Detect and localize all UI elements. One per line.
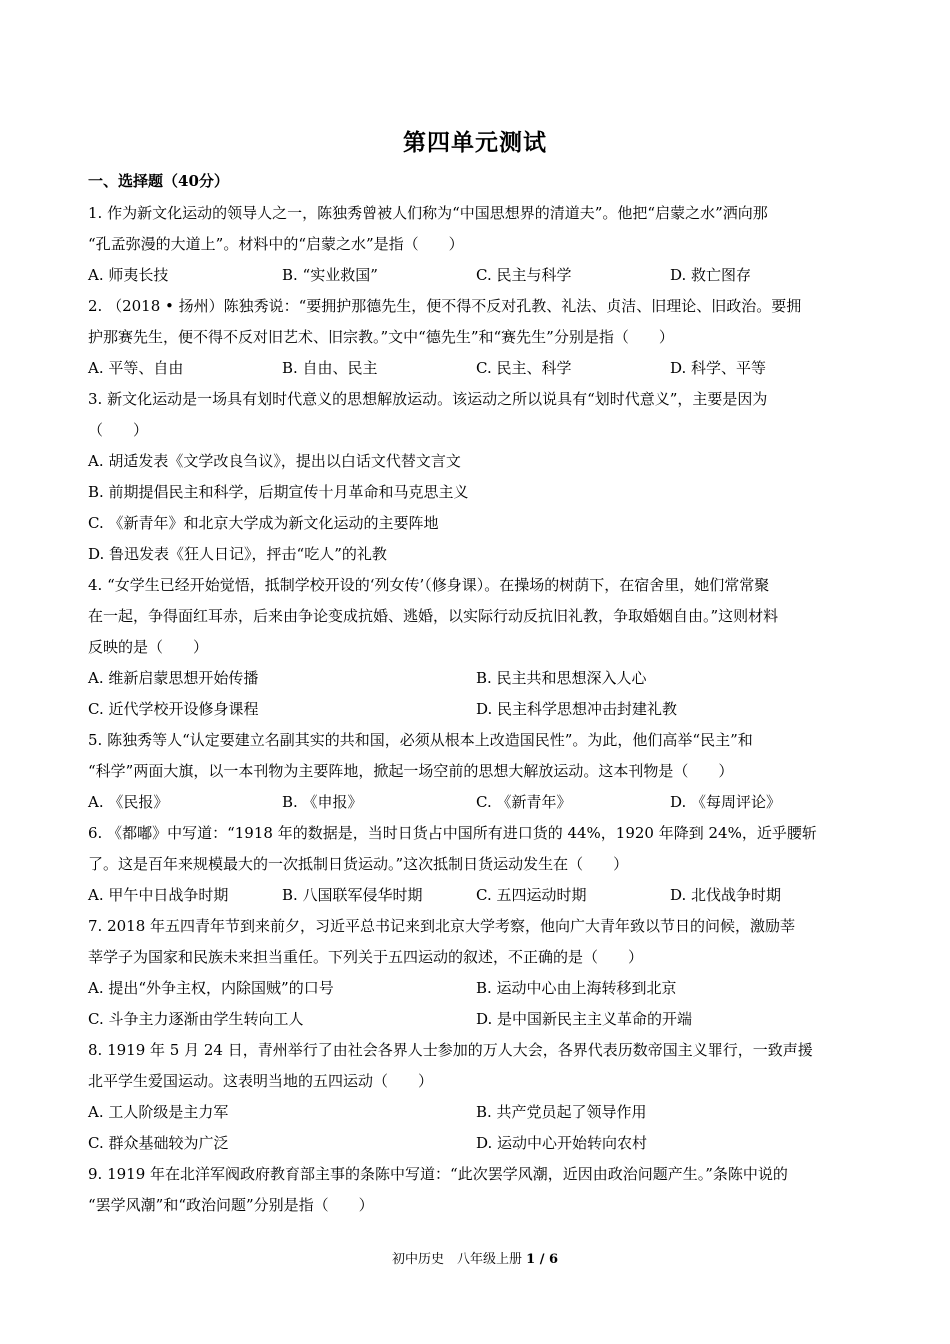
page-title: 第四单元测试 (403, 129, 547, 156)
option-c: C. 民主与科学 (476, 266, 572, 284)
option-a: A. 师夷长技 (88, 266, 169, 284)
section-heading: 一、选择题（40分） (88, 172, 229, 190)
question-text-line: 1. 作为新文化运动的领导人之一，陈独秀曾被人们称为“中国思想界的清道夫”。他把“启蒙之水”洒向那 (88, 204, 768, 222)
question-text-line: 4. “女学生已经开始觉悟，抵制学校开设的‘列女传’（修身课）。在操场的树荫下，在宿舍里，她们常常聚 (88, 576, 770, 594)
option-d: D. 救亡图存 (670, 266, 752, 284)
option-c: C. 民主、科学 (476, 359, 572, 377)
option-row (88, 1097, 864, 1128)
option-d: D. 《每周评论》 (670, 793, 782, 811)
option-d: D. 鲁迅发表《狂人日记》，抨击“吃人”的礼教 (88, 545, 387, 563)
question-text-line: 9. 1919 年在北洋军阀政府教育部主事的条陈中写道：“此次罢学风潮，近因由政治问题产生。”条陈中说的 (88, 1165, 788, 1183)
option-d: D. 北伐战争时期 (670, 886, 782, 904)
option-b: B. 《申报》 (282, 793, 363, 811)
option-a: A. 《民报》 (88, 793, 169, 811)
option-b: B. 八国联军侵华时期 (282, 886, 423, 904)
question-2 (88, 291, 864, 384)
option-row (88, 880, 864, 911)
option-b: B. 前期提倡民主和科学，后期宣传十月革命和马克思主义 (88, 483, 469, 501)
option-row (88, 477, 864, 508)
question-text-line: 北平学生爱国运动。这表明当地的五四运动（ ） (88, 1072, 434, 1090)
question-text-line: 8. 1919 年 5 月 24 日，青州举行了由社会各界人士参加的万人大会，各界代表历数帝国主义罪行，一致声援 (88, 1041, 813, 1059)
option-row (88, 1128, 864, 1159)
option-row (88, 663, 864, 694)
question-5 (88, 725, 864, 818)
page-footer (0, 1248, 950, 1267)
option-row (88, 1004, 864, 1035)
question-text-line: “科学”两面大旗，以一本刊物为主要阵地，掀起一场空前的思想大解放运动。这本刊物是（ ） (88, 762, 734, 780)
question-text-line: 莘学子为国家和民族未来担当重任。下列关于五四运动的叙述，不正确的是（ ） (88, 948, 644, 966)
option-a: A. 维新启蒙思想开始传播 (88, 669, 259, 687)
footer-subject: 初中历史 八年级上册 (391, 1252, 522, 1267)
option-c: C. 群众基础较为广泛 (88, 1134, 229, 1152)
question-text-line: 5. 陈独秀等人“认定要建立名副其实的共和国，必须从根本上改造国民性”。为此，他们高举“民主”和 (88, 731, 753, 749)
option-a: A. 工人阶级是主力军 (88, 1103, 229, 1121)
option-b: B. 共产党员起了领导作用 (476, 1103, 647, 1121)
option-b: B. 民主共和思想深入人心 (476, 669, 647, 687)
option-d: D. 科学、平等 (670, 359, 767, 377)
question-text-line: 7. 2018 年五四青年节到来前夕，习近平总书记来到北京大学考察，他向广大青年致以节日的问候，激励莘 (88, 917, 796, 935)
option-b: B. 自由、民主 (282, 359, 378, 377)
question-7 (88, 911, 864, 1035)
option-c: C. 《新青年》 (476, 793, 572, 811)
option-c: C. 《新青年》和北京大学成为新文化运动的主要阵地 (88, 514, 439, 532)
option-a: A. 平等、自由 (88, 359, 184, 377)
question-text-line: 2. （2018 • 扬州）陈独秀说：“要拥护那德先生，便不得不反对孔教、礼法、贞洁、旧理论、旧政治。要拥 (88, 297, 802, 315)
question-text-line: 6. 《都嘟》中写道：“1918 年的数据是，当时日货占中国所有进口货的 44%，1920 年降到 24%，近乎腰斩 (88, 824, 817, 842)
question-text-line: （ ） (88, 421, 149, 439)
question-text-line: 3. 新文化运动是一场具有划时代意义的思想解放运动。该运动之所以说具有“划时代意义”，主要是因为 (88, 390, 768, 408)
option-row (88, 260, 864, 291)
question-text-line: “孔孟弥漫的大道上”。材料中的“启蒙之水”是指（ ） (88, 235, 464, 253)
question-6 (88, 818, 864, 911)
option-c: C. 近代学校开设修身课程 (88, 700, 259, 718)
option-c: C. 斗争主力逐渐由学生转向工人 (88, 1010, 304, 1028)
question-text-line: 反映的是（ ） (88, 638, 209, 656)
option-a: A. 胡适发表《文学改良刍议》，提出以白话文代替文言文 (88, 452, 461, 470)
option-row (88, 539, 864, 570)
option-b: B. 运动中心由上海转移到北京 (476, 979, 677, 997)
option-a: A. 甲午中日战争时期 (88, 886, 229, 904)
option-row (88, 694, 864, 725)
option-row (88, 508, 864, 539)
option-d: D. 是中国新民主主义革命的开端 (476, 1010, 693, 1028)
question-text-line: 在一起，争得面红耳赤，后来由争论变成抗婚、逃婚，以实际行动反抗旧礼教，争取婚姻自由。”这则材料 (88, 607, 779, 625)
option-row (88, 973, 864, 1004)
option-row (88, 446, 864, 477)
question-1 (88, 198, 864, 291)
option-row (88, 353, 864, 384)
page-number: 1 / 6 (526, 1252, 559, 1267)
option-d: D. 民主科学思想冲击封建礼教 (476, 700, 678, 718)
option-b: B. “实业救国” (282, 266, 378, 284)
option-d: D. 运动中心开始转向农村 (476, 1134, 648, 1152)
question-text-line: “罢学风潮”和“政治问题”分别是指（ ） (88, 1196, 374, 1214)
option-row (88, 787, 864, 818)
option-c: C. 五四运动时期 (476, 886, 587, 904)
question-list (88, 198, 864, 1221)
question-4 (88, 570, 864, 725)
question-text-line: 护那赛先生，便不得不反对旧艺术、旧宗教。”文中“德先生”和“赛先生”分别是指（ ） (88, 328, 674, 346)
question-text-line: 了。这是百年来规模最大的一次抵制日货运动。”这次抵制日货运动发生在（ ） (88, 855, 629, 873)
option-a: A. 提出“外争主权，内除国贼”的口号 (88, 979, 334, 997)
question-9 (88, 1159, 864, 1221)
question-8 (88, 1035, 864, 1159)
question-3 (88, 384, 864, 570)
